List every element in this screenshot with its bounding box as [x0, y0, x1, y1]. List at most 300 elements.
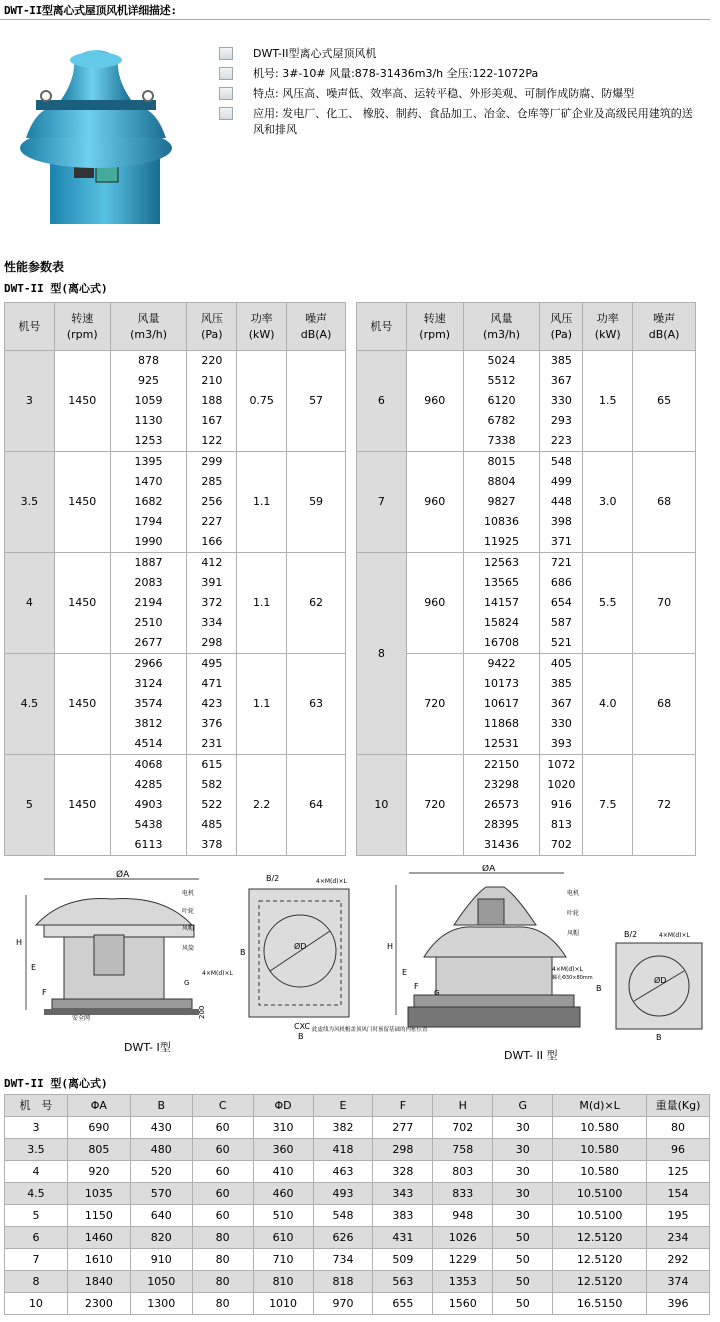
feature-item: 特点: 风压高、噪声低、效率高、运转平稳、外形美观、可制作成防腐、防爆型 [219, 86, 698, 102]
table-row [5, 1205, 710, 1227]
svg-text:B/2: B/2 [266, 874, 280, 883]
flow-value: 8804 [487, 475, 516, 488]
noise-cell: 62 [287, 553, 346, 654]
table-cell: 30 [493, 1205, 553, 1227]
diagram-caption: DWT- II 型 [504, 1049, 558, 1062]
flow-value: 925 [138, 374, 160, 387]
table-row [5, 1161, 710, 1183]
flow-value: 8015 [487, 455, 516, 468]
pressure-value: 122 [201, 434, 223, 447]
flow-value: 2510 [134, 616, 163, 629]
table-cell: 510 [253, 1205, 313, 1227]
table-cell: 360 [253, 1139, 313, 1161]
pressure-value: 485 [201, 818, 223, 831]
table-cell: 8 [5, 1271, 68, 1293]
table-cell: 12.5120 [553, 1271, 647, 1293]
column-header: ΦD [253, 1095, 313, 1117]
column-header: F [373, 1095, 433, 1117]
header-unit: (Pa) [550, 327, 573, 341]
dimensions-table [4, 1094, 710, 1315]
pressure-value: 330 [550, 717, 572, 730]
power-cell: 1.1 [237, 452, 287, 553]
noise-cell: 72 [633, 755, 696, 856]
feature-item: 应用: 发电厂、化工、 橡胶、制药、食品加工、冶金、仓库等厂矿企业及高级民用建筑的送风和排风 [219, 106, 698, 138]
column-header: G [493, 1095, 553, 1117]
svg-text:ØD: ØD [294, 942, 307, 951]
table-cell: 810 [253, 1271, 313, 1293]
rpm-cell: 720 [406, 755, 463, 856]
pressure-value: 298 [201, 636, 223, 649]
rpm-cell: 720 [406, 654, 463, 755]
noise-cell: 68 [633, 452, 696, 553]
table-cell: 430 [130, 1117, 192, 1139]
flow-cell [463, 452, 540, 553]
performance-table-left [4, 302, 346, 856]
header-unit: (m3/h) [130, 327, 168, 341]
svg-text:电机: 电机 [567, 890, 580, 897]
table-row [5, 1293, 710, 1315]
pressure-value: 1020 [547, 778, 576, 791]
table-row [5, 654, 346, 755]
rpm-cell: 1450 [54, 755, 110, 856]
table-cell: 60 [192, 1161, 253, 1183]
table-cell: 818 [313, 1271, 373, 1293]
flow-value: 5438 [134, 818, 163, 831]
table-cell: 463 [313, 1161, 373, 1183]
header-label: 机号 [370, 319, 393, 333]
svg-text:G: G [184, 979, 190, 987]
table-cell: 1150 [67, 1205, 130, 1227]
pressure-cell [187, 553, 237, 654]
table-cell: 3 [5, 1117, 68, 1139]
column-header: C [192, 1095, 253, 1117]
power-cell: 1.5 [583, 351, 633, 452]
flow-value: 5512 [487, 374, 516, 387]
table-cell: 803 [433, 1161, 493, 1183]
rpm-cell: 1450 [54, 452, 110, 553]
rpm-cell: 960 [406, 553, 463, 654]
pressure-cell [540, 351, 583, 452]
noise-cell: 57 [287, 351, 346, 452]
table-cell: 910 [130, 1249, 192, 1271]
power-cell: 5.5 [583, 553, 633, 654]
pressure-cell [187, 755, 237, 856]
machine-no-cell: 5 [5, 755, 55, 856]
pressure-value: 615 [201, 758, 223, 771]
column-header [583, 303, 633, 351]
column-header [540, 303, 583, 351]
power-cell: 0.75 [237, 351, 287, 452]
table-cell: 4.5 [5, 1183, 68, 1205]
table-cell: 10.5100 [553, 1183, 647, 1205]
pressure-cell [187, 351, 237, 452]
flow-value: 1253 [134, 434, 163, 447]
table-cell: 80 [192, 1271, 253, 1293]
table-cell: 10.580 [553, 1161, 647, 1183]
flow-value: 3124 [134, 677, 163, 690]
flow-value: 1887 [134, 556, 163, 569]
flow-value: 3574 [134, 697, 163, 710]
header-unit: (m3/h) [483, 327, 520, 341]
table-cell: 548 [313, 1205, 373, 1227]
table-cell: 10.580 [553, 1139, 647, 1161]
noise-cell: 64 [287, 755, 346, 856]
flow-value: 2677 [134, 636, 163, 649]
feature-item: 机号: 3#-10# 风量:878-31436m3/h 全压:122-1072Pa [219, 66, 698, 82]
flow-value: 12563 [484, 556, 519, 569]
table-cell: 80 [192, 1227, 253, 1249]
rpm-cell: 1450 [54, 654, 110, 755]
table-cell: 125 [647, 1161, 710, 1183]
svg-text:风帽: 风帽 [182, 925, 195, 932]
svg-text:E: E [31, 963, 37, 972]
table-cell: 10.580 [553, 1117, 647, 1139]
flow-value: 11868 [484, 717, 519, 730]
header-unit: (kW) [248, 327, 275, 341]
flow-value: 5024 [487, 354, 516, 367]
pressure-value: 702 [550, 838, 572, 851]
table-cell: 343 [373, 1183, 433, 1205]
table-cell: 277 [373, 1117, 433, 1139]
table-cell: 1353 [433, 1271, 493, 1293]
table-row [5, 452, 346, 553]
flow-value: 6113 [134, 838, 163, 851]
power-cell: 7.5 [583, 755, 633, 856]
table-row [357, 553, 696, 654]
flow-value: 6782 [487, 414, 516, 427]
power-cell: 2.2 [237, 755, 287, 856]
table-cell: 80 [192, 1293, 253, 1315]
table-cell: 1460 [67, 1227, 130, 1249]
table-cell: 1229 [433, 1249, 493, 1271]
flow-value: 13565 [484, 576, 519, 589]
table-cell: 328 [373, 1161, 433, 1183]
flow-value: 15824 [484, 616, 519, 629]
dims-subheading: DWT-II 型(离心式) [4, 1077, 108, 1090]
flow-value: 1794 [134, 515, 163, 528]
header-label: 风量 [490, 311, 513, 325]
header-unit: (rpm) [66, 327, 98, 341]
table-cell: 418 [313, 1139, 373, 1161]
table-cell: 480 [130, 1139, 192, 1161]
flow-cell [110, 452, 187, 553]
pressure-cell [187, 452, 237, 553]
flow-value: 4285 [134, 778, 163, 791]
header-label: 噪声 [653, 311, 676, 325]
flow-value: 23298 [484, 778, 519, 791]
diagram-caption: DWT- I型 [124, 1041, 171, 1054]
table-cell: 1010 [253, 1293, 313, 1315]
table-cell: 3.5 [5, 1139, 68, 1161]
table-cell: 758 [433, 1139, 493, 1161]
column-header [287, 303, 346, 351]
table-cell: 4 [5, 1161, 68, 1183]
table-row [5, 1227, 710, 1249]
table-cell: 234 [647, 1227, 710, 1249]
svg-text:风筒: 风筒 [182, 945, 195, 952]
table-row [5, 1271, 710, 1293]
table-cell: 292 [647, 1249, 710, 1271]
motor-shape [94, 935, 124, 975]
pressure-value: 231 [201, 737, 223, 750]
svg-text:CXC: CXC [294, 1022, 311, 1031]
performance-subheading: DWT-II 型(离心式) [4, 282, 108, 295]
bullet-icon [219, 87, 233, 100]
table-cell: 1026 [433, 1227, 493, 1249]
svg-text:E: E [402, 968, 408, 977]
flow-value: 1682 [134, 495, 163, 508]
pressure-value: 471 [201, 677, 223, 690]
table-cell: 60 [192, 1183, 253, 1205]
flow-cell [110, 755, 187, 856]
pressure-value: 227 [201, 515, 223, 528]
table-cell: 1840 [67, 1271, 130, 1293]
bullet-icon [219, 107, 233, 120]
table-cell: 382 [313, 1117, 373, 1139]
flow-cell [110, 351, 187, 452]
table-row [5, 1183, 710, 1205]
machine-no-cell: 4 [5, 553, 55, 654]
flow-value: 6120 [487, 394, 516, 407]
table-cell: 734 [313, 1249, 373, 1271]
table-cell: 948 [433, 1205, 493, 1227]
flow-value: 2083 [134, 576, 163, 589]
rpm-cell: 960 [406, 351, 463, 452]
pressure-value: 391 [201, 576, 223, 589]
table-cell: 10 [5, 1293, 68, 1315]
table-cell: 2300 [67, 1293, 130, 1315]
svg-text:4×M(d)×L: 4×M(d)×L [659, 932, 690, 939]
table-cell: 431 [373, 1227, 433, 1249]
table-cell: 1610 [67, 1249, 130, 1271]
flow-cell [463, 553, 540, 654]
header-unit: (rpm) [419, 327, 451, 341]
flow-value: 26573 [484, 798, 519, 811]
pressure-value: 367 [550, 374, 572, 387]
table-cell: 60 [192, 1205, 253, 1227]
table-cell: 1035 [67, 1183, 130, 1205]
flow-value: 28395 [484, 818, 519, 831]
dwt1-side-view [16, 869, 234, 1054]
pressure-value: 423 [201, 697, 223, 710]
table-cell: 509 [373, 1249, 433, 1271]
header-unit: dB(A) [648, 327, 680, 341]
column-header [110, 303, 187, 351]
pressure-value: 398 [550, 515, 572, 528]
pressure-value: 405 [550, 657, 572, 670]
flow-cell [110, 553, 187, 654]
flow-value: 11925 [484, 535, 519, 548]
table-cell: 655 [373, 1293, 433, 1315]
pressure-value: 548 [550, 455, 572, 468]
column-header: H [433, 1095, 493, 1117]
table-row [5, 1139, 710, 1161]
machine-no-cell: 7 [357, 452, 407, 553]
column-header [406, 303, 463, 351]
table-cell: 520 [130, 1161, 192, 1183]
column-header [54, 303, 110, 351]
table-cell: 80 [647, 1117, 710, 1139]
header-label: 噪声 [305, 311, 328, 325]
svg-text:B: B [240, 948, 246, 957]
svg-text:G: G [434, 989, 440, 997]
pressure-value: 499 [550, 475, 572, 488]
table-cell: 383 [373, 1205, 433, 1227]
table-cell: 12.5120 [553, 1249, 647, 1271]
table-cell: 154 [647, 1183, 710, 1205]
flow-value: 2194 [134, 596, 163, 609]
column-header: ΦA [67, 1095, 130, 1117]
table-cell: 396 [647, 1293, 710, 1315]
table-cell: 12.5120 [553, 1227, 647, 1249]
svg-text:4×M(d)×L: 4×M(d)×L [552, 966, 583, 973]
flow-value: 1130 [134, 414, 163, 427]
header-label: 风量 [137, 311, 160, 325]
svg-text:200: 200 [198, 1005, 206, 1019]
table-cell: 50 [493, 1249, 553, 1271]
svg-text:风帽: 风帽 [567, 930, 580, 937]
header-label: 风压 [550, 311, 573, 325]
pressure-value: 210 [201, 374, 223, 387]
flow-value: 4068 [134, 758, 163, 771]
pressure-value: 256 [201, 495, 223, 508]
flow-value: 4903 [134, 798, 163, 811]
table-row [357, 452, 696, 553]
svg-text:H: H [387, 942, 394, 951]
machine-no-cell: 4.5 [5, 654, 55, 755]
flow-value: 9422 [487, 657, 516, 670]
column-header: E [313, 1095, 373, 1117]
table-cell: 640 [130, 1205, 192, 1227]
flow-cell [463, 654, 540, 755]
flow-value: 3812 [134, 717, 163, 730]
feature-item: DWT-II型离心式屋顶风机 [219, 46, 698, 62]
pressure-value: 188 [201, 394, 223, 407]
noise-cell: 68 [633, 654, 696, 755]
pressure-value: 813 [550, 818, 572, 831]
table-cell: 626 [313, 1227, 373, 1249]
table-row [5, 1117, 710, 1139]
svg-text:安全网: 安全网 [72, 1015, 91, 1022]
svg-text:ØA: ØA [482, 865, 496, 874]
column-header: 重量(Kg) [647, 1095, 710, 1117]
pressure-value: 372 [201, 596, 223, 609]
svg-text:叶轮: 叶轮 [567, 910, 580, 917]
table-row [5, 553, 346, 654]
table-row [5, 755, 346, 856]
table-cell: 1050 [130, 1271, 192, 1293]
pressure-value: 371 [550, 535, 572, 548]
table-row [357, 654, 696, 755]
table-cell: 610 [253, 1227, 313, 1249]
column-header: 机 号 [5, 1095, 68, 1117]
pressure-value: 299 [201, 455, 223, 468]
table-cell: 563 [373, 1271, 433, 1293]
flow-value: 878 [138, 354, 160, 367]
pressure-value: 1072 [547, 758, 576, 771]
table-cell: 493 [313, 1183, 373, 1205]
flow-value: 31436 [484, 838, 519, 851]
header-label: 机号 [18, 319, 41, 333]
header-label: 转速 [423, 311, 446, 325]
table-cell: 570 [130, 1183, 192, 1205]
flow-value: 9827 [487, 495, 516, 508]
pressure-value: 686 [550, 576, 572, 589]
header-unit: (kW) [594, 327, 621, 341]
table-cell: 310 [253, 1117, 313, 1139]
table-cell: 460 [253, 1183, 313, 1205]
rpm-cell: 960 [406, 452, 463, 553]
machine-no-cell: 3 [5, 351, 55, 452]
table-cell: 30 [493, 1183, 553, 1205]
header-unit: (Pa) [201, 327, 223, 341]
flow-value: 16708 [484, 636, 519, 649]
noise-cell: 65 [633, 351, 696, 452]
performance-table-right [356, 302, 696, 856]
svg-text:ØD: ØD [654, 976, 667, 985]
pressure-value: 916 [550, 798, 572, 811]
flow-value: 14157 [484, 596, 519, 609]
pressure-value: 448 [550, 495, 572, 508]
svg-text:B: B [298, 1032, 304, 1041]
column-header [463, 303, 540, 351]
flow-value: 2966 [134, 657, 163, 670]
table-cell: 16.5150 [553, 1293, 647, 1315]
fan-hood [26, 106, 166, 138]
pressure-value: 293 [550, 414, 572, 427]
pressure-cell [540, 654, 583, 755]
power-cell: 4.0 [583, 654, 633, 755]
plan-view-1 [240, 874, 428, 1041]
flow-value: 10173 [484, 677, 519, 690]
rpm-cell: 1450 [54, 553, 110, 654]
table-cell: 60 [192, 1139, 253, 1161]
title-divider [0, 19, 710, 20]
table-cell: 7 [5, 1249, 68, 1271]
table-cell: 298 [373, 1139, 433, 1161]
table-cell: 702 [433, 1117, 493, 1139]
pressure-value: 654 [550, 596, 572, 609]
noise-cell: 70 [633, 553, 696, 654]
pressure-value: 376 [201, 717, 223, 730]
pressure-value: 582 [201, 778, 223, 791]
table-cell: 690 [67, 1117, 130, 1139]
dimension-diagrams [4, 865, 710, 1063]
table-row [5, 1249, 710, 1271]
table-cell: 30 [493, 1161, 553, 1183]
pressure-value: 330 [550, 394, 572, 407]
flow-cell [110, 654, 187, 755]
svg-text:螺孔Φ30×80mm: 螺孔Φ30×80mm [552, 975, 593, 981]
bullet-icon [219, 67, 233, 80]
svg-text:B/2: B/2 [624, 930, 638, 939]
pressure-value: 223 [550, 434, 572, 447]
power-cell: 3.0 [583, 452, 633, 553]
power-cell: 1.1 [237, 654, 287, 755]
column-header: M(d)×L [553, 1095, 647, 1117]
flow-value: 1470 [134, 475, 163, 488]
dim-label-phiA: ØA [116, 870, 130, 880]
table-row [357, 351, 696, 452]
header-label: 功率 [250, 311, 273, 325]
pressure-value: 721 [550, 556, 572, 569]
machine-no-cell: 3.5 [5, 452, 55, 553]
svg-text:B: B [656, 1033, 662, 1042]
svg-text:4×M(d)×L: 4×M(d)×L [316, 878, 347, 885]
pressure-value: 587 [550, 616, 572, 629]
table-cell: 710 [253, 1249, 313, 1271]
pressure-value: 393 [550, 737, 572, 750]
